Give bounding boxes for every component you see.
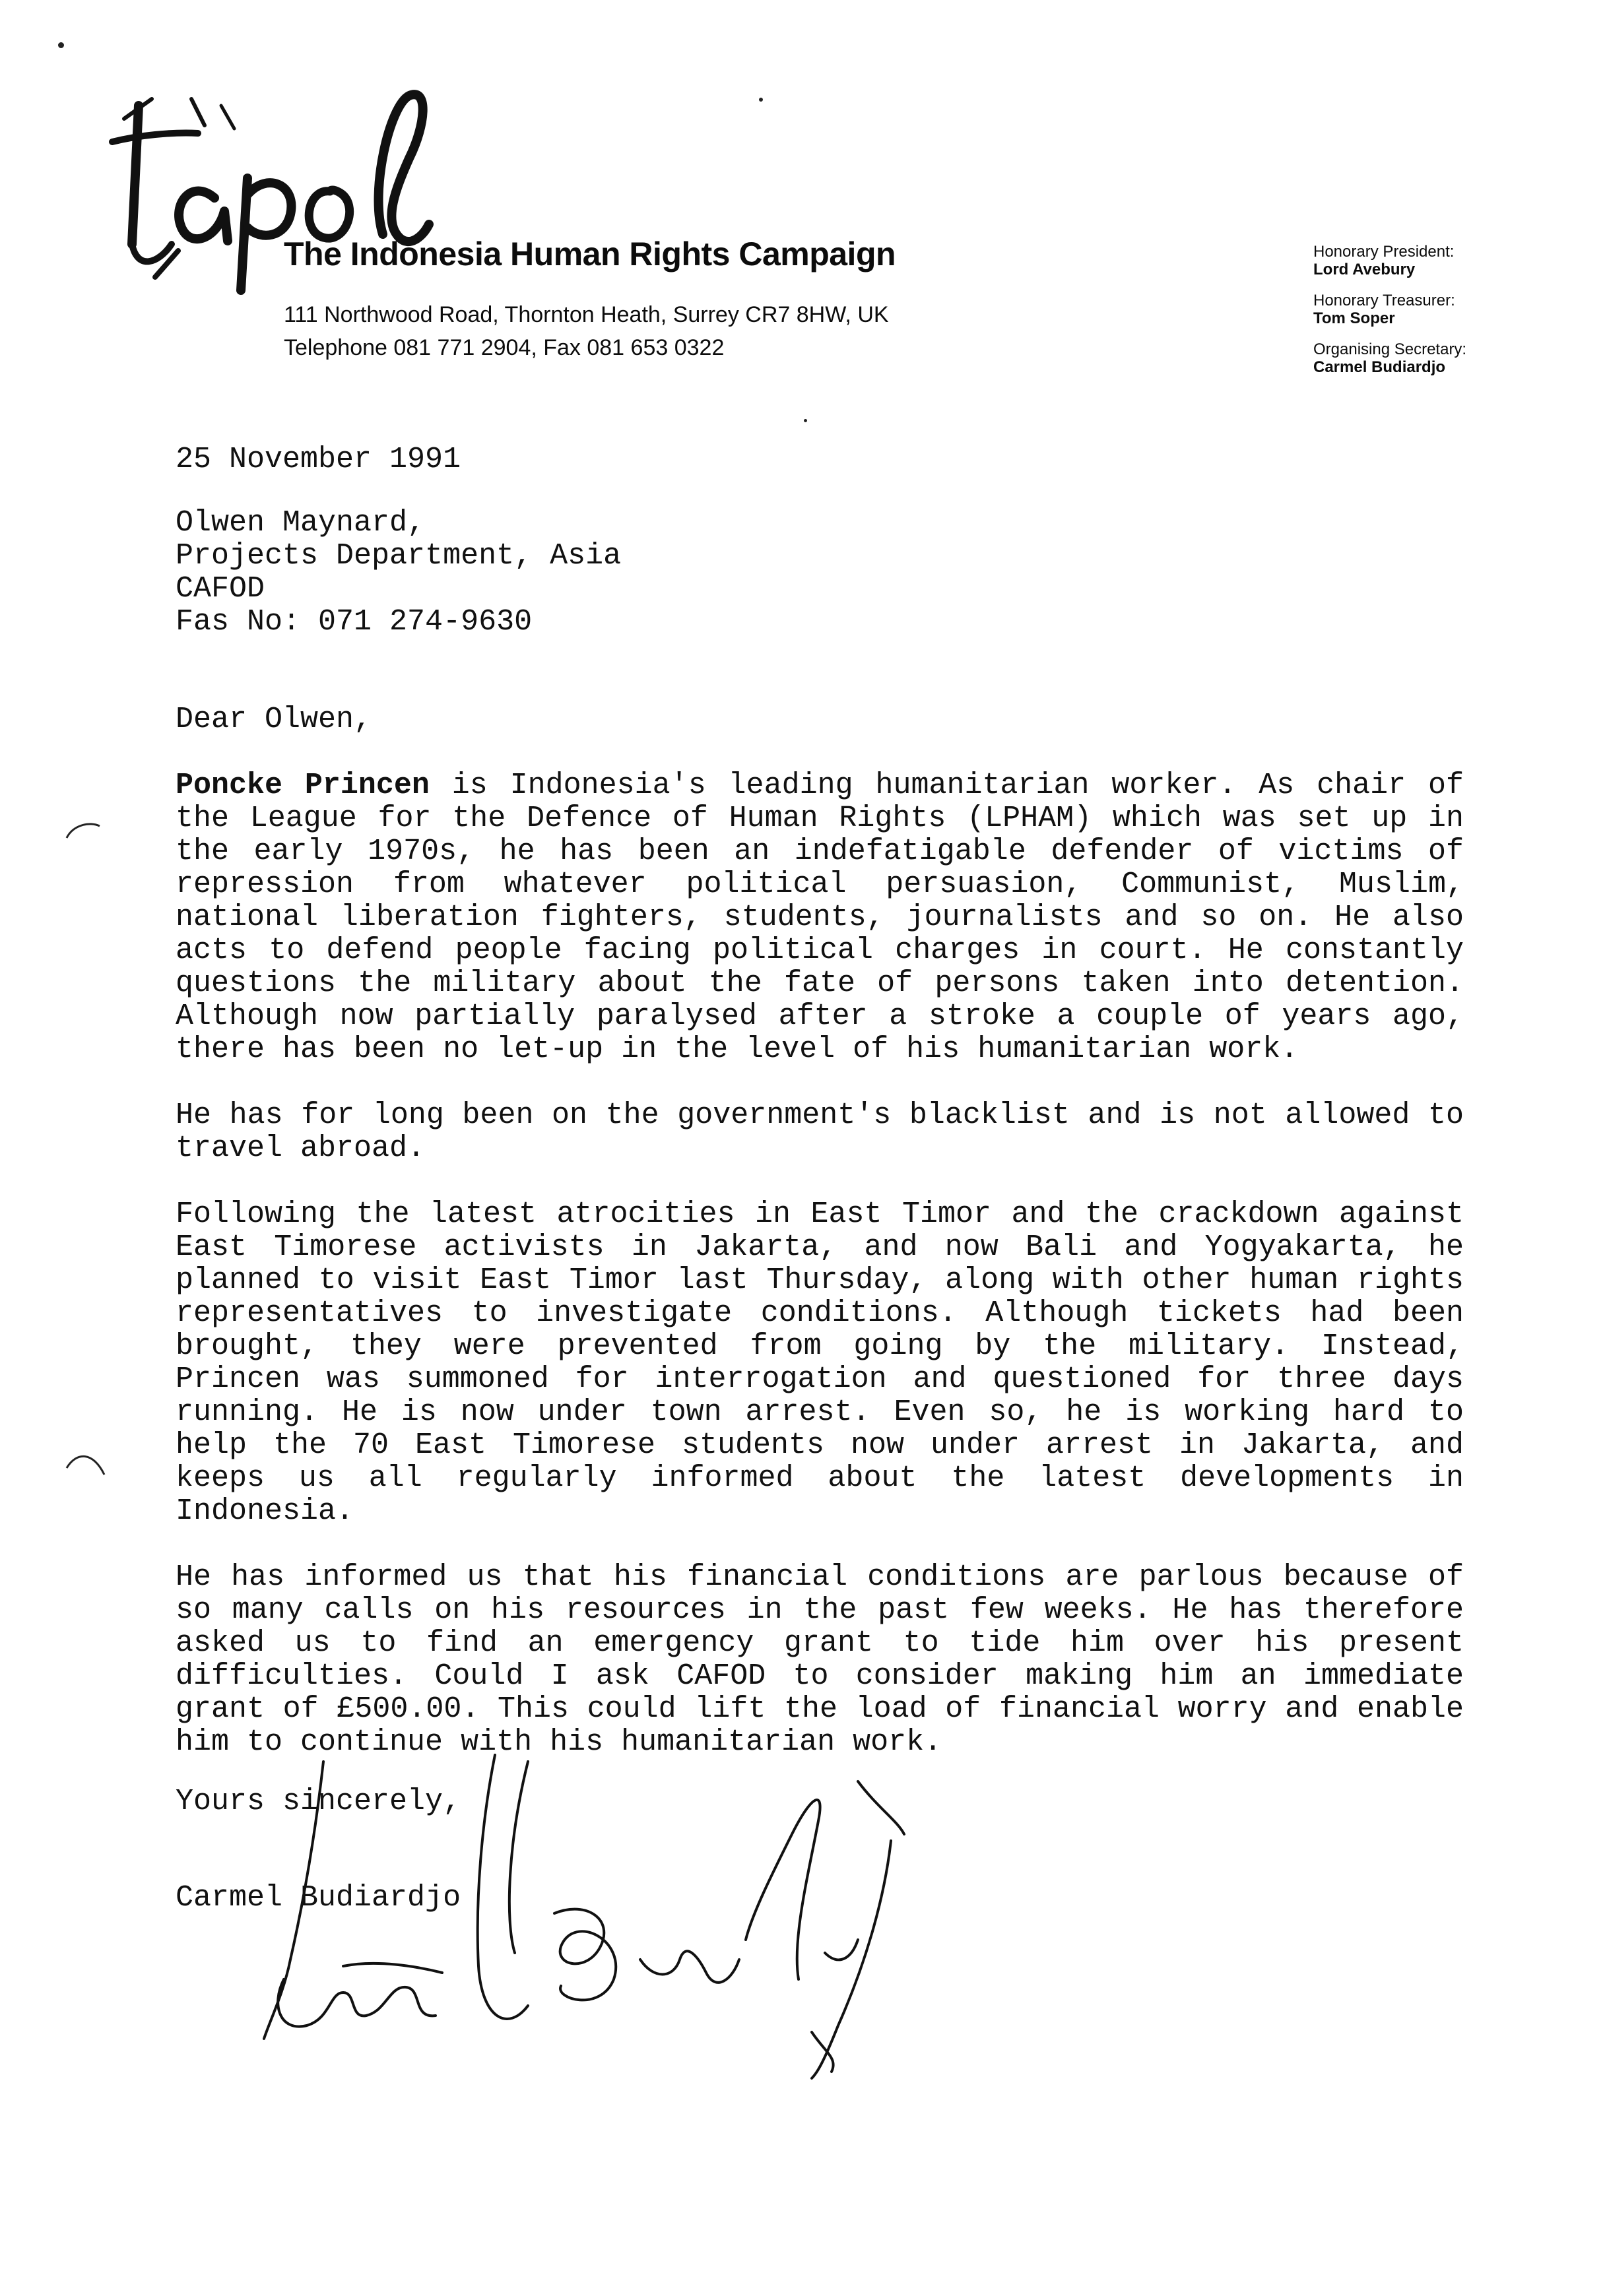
- recipient-department: Projects Department, Asia: [176, 539, 622, 573]
- recipient-organisation: CAFOD: [176, 572, 265, 606]
- officer-role: Organising Secretary:: [1313, 340, 1467, 358]
- officer-name: Lord Avebury: [1313, 261, 1416, 278]
- officer-role: Honorary Treasurer:: [1313, 292, 1455, 309]
- subject-name: Poncke Princen: [176, 769, 430, 802]
- recipient-fax: Fas No: 071 274-9630: [176, 605, 533, 639]
- paragraph-2: He has for long been on the government's blacklist and is not allowed to travel abroad.: [176, 1099, 1464, 1165]
- handwritten-signature: [244, 1742, 944, 2085]
- signoff: Yours sincerely,: [176, 1785, 461, 1818]
- address-line: 111 Northwood Road, Thornton Heath, Surrey CR7 8HW, UK: [284, 302, 889, 327]
- letter-date: 25 November 1991: [176, 443, 461, 476]
- salutation: Dear Olwen,: [176, 703, 372, 736]
- officer-president: [1313, 243, 1577, 278]
- scan-speck: [58, 42, 64, 48]
- organisation-name: The Indonesia Human Rights Campaign: [284, 236, 896, 272]
- signer-name: Carmel Budiardjo: [176, 1881, 461, 1915]
- paragraph-1: [176, 769, 1464, 1066]
- punch-mark: [63, 1445, 110, 1484]
- officer-role: Honorary President:: [1313, 243, 1455, 261]
- phone-fax-line: Telephone 081 771 2904, Fax 081 653 0322: [284, 335, 725, 360]
- paragraph-1-text: is Indonesia's leading humanitarian worker. As chair of the League for the Defence of Human Rights (LPHAM) which was set up in the early 1970s, he has been an indefatigable defender of victims of repression from whatever political persuasion, Communist, Muslim, national liberation fighters, students, journalists and so on. He also acts to defend people facing political charges in court. He constantly questions the military about the fate of persons taken into detention. Although now partially paralysed after a stroke a couple of years ago, there has been no let-up in the level of his humanitarian work.: [176, 769, 1464, 1066]
- officer-treasurer: [1313, 292, 1577, 327]
- organisation-address: [284, 298, 889, 364]
- officer-name: Tom Soper: [1313, 309, 1395, 327]
- letter-body: [176, 443, 1464, 1915]
- scan-speck: [804, 419, 807, 422]
- officer-name: Carmel Budiardjo: [1313, 358, 1446, 376]
- officers-block: [1313, 243, 1577, 389]
- scan-speck: [759, 98, 763, 102]
- punch-mark: [63, 818, 103, 845]
- paragraph-3: Following the latest atrocities in East Timor and the crackdown against East Timorese activists in Jakarta, and now Bali and Yogyakarta, he planned to visit East Timor last Thursday, along with other human rights representatives to investigate conditions. Although tickets had been brought, they were prevented from going by the military. Instead, Princen was summoned for interrogation and questioned for three days running. He is now under town arrest. Even so, he is working hard to help the 70 East Timorese students now under arrest in Jakarta, and keeps us all regularly informed about the latest developments in Indonesia.: [176, 1197, 1464, 1528]
- paragraph-4: He has informed us that his financial conditions are parlous because of so many calls on his resources in the past few weeks. He has therefore asked us to find an emergency grant to tide him over his present difficulties. Could I ask CAFOD to consider making him an immediate grant of £500.00. This could lift the load of financial worry and enable him to continue with his humanitarian work.: [176, 1560, 1464, 1759]
- recipient-name: Olwen Maynard,: [176, 506, 426, 540]
- recipient-block: [176, 507, 1464, 639]
- officer-secretary: [1313, 340, 1577, 376]
